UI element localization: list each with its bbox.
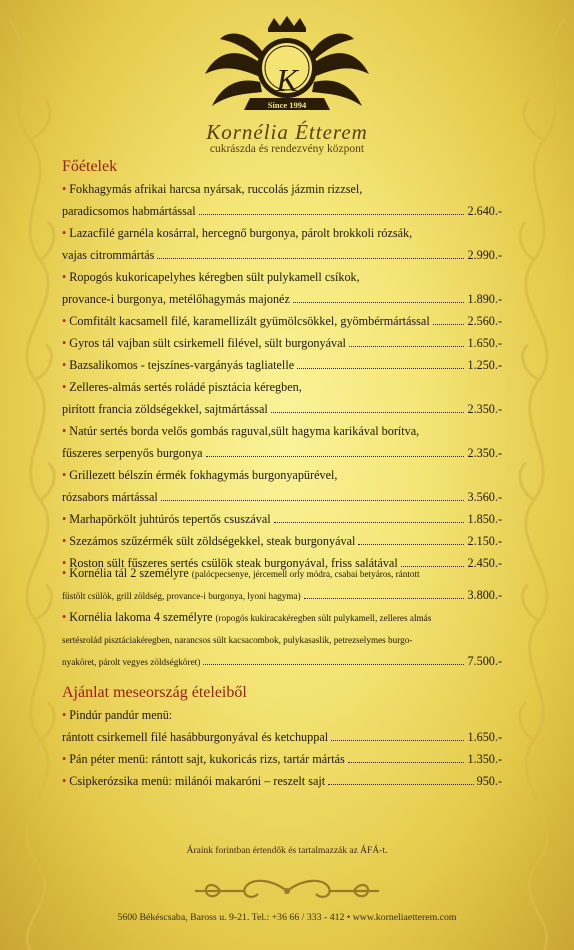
bullet-icon: • [62,358,67,372]
bullet-icon: • [62,774,67,788]
platter-kornelia-tal [62,562,502,606]
bullet-icon: • [62,226,67,240]
bullet-icon: • [62,534,67,548]
ornamental-divider [190,876,384,906]
menu-item-text: rántott csirkemell filé hasábburgonyával és ketchuppal [62,730,329,744]
menu-item [62,376,502,420]
bullet-icon: • [62,556,67,570]
vat-note: Áraink forintban értendők és tartalmazzák az ÁFÁ-t. [186,846,388,856]
menu-item-text: rózsabors mártással [62,490,158,504]
price: 7.500.- [467,654,502,668]
menu-item-text: provance-i burgonya, metélőhagymás majonéz [62,292,290,306]
kids-menu-list [62,704,502,792]
menu-item [62,222,502,266]
menu-item [62,354,502,376]
section-title-kids: Ajánlat meseország ételeiből [62,684,247,701]
bullet-icon: • [62,182,67,196]
bullet-icon: • [62,708,67,722]
price: 2.350.- [467,402,502,416]
menu-item [62,310,502,332]
platter-desc: nyaköret, párolt vegyes zöldségköret) [62,657,201,667]
since-label: Since 1994 [267,100,307,110]
bullet-icon: • [62,468,67,482]
header [0,14,574,155]
main-course-list [62,178,502,574]
price: 2.450.- [467,556,502,570]
monogram: K [276,62,298,98]
bullet-icon: • [62,566,67,580]
menu-item [62,178,502,222]
bullet-icon: • [62,424,67,438]
menu-item-text: Szezámos szűzérmék sült zöldségekkel, steak burgonyával [69,534,356,548]
menu-item-text: Fokhagymás afrikai harcsa nyársak, ruccolás jázmin rizzsel, [69,182,363,196]
menu-item [62,704,502,748]
menu-item-text: Natúr sertés borda velős gombás raguval,sült hagyma karikával borítva, [69,424,420,438]
menu-item-text: Comfitált kacsamell filé, karamellizált gyümölcsökkel, gyömbérmártással [69,314,430,328]
price: 3.800.- [467,588,502,602]
restaurant-name: Kornélia Étterem [206,120,368,144]
price: 2.990.- [467,248,502,262]
menu-item [62,748,502,770]
price: 2.560.- [467,314,502,328]
section-title-main: Főételek [62,158,118,175]
menu-item [62,464,502,508]
restaurant-subtitle: cukrászda és rendezvény központ [209,143,365,155]
bullet-icon: • [62,380,67,394]
menu-item-text: Csipkerózsika menü: milánói makaróni – reszelt sajt [69,774,326,788]
footer-contact: 5600 Békéscsaba, Baross u. 9-21. Tel.: +36 66 / 333 - 412 • www.korneliaetterem.com [117,912,457,923]
bullet-icon: • [62,752,67,766]
menu-item-text: fűszeres serpenyős burgonya [62,446,203,460]
menu-item-text: Marhapörkölt juhtúrós tepertős csuszával [69,512,271,526]
menu-item [62,420,502,464]
price: 3.560.- [467,490,502,504]
menu-item-text: vajas citrommártás [62,248,155,262]
price: 2.350.- [467,446,502,460]
price: 1.650.- [467,336,502,350]
menu-item-text: Roston sült fűszeres sertés csülök steak burgonyával, friss salátával [69,556,398,570]
platter-name: Kornélia lakoma 4 személyre [69,610,213,624]
price: 1.890.- [467,292,502,306]
menu-item-text: Ropogós kukoricapelyhes kéregben sült pulykamell csíkok, [69,270,360,284]
price: 2.150.- [467,534,502,548]
platter-desc: (palócpecsenye, jércemell orly módra, csabai betyáros, rántott [191,569,420,579]
price: 950.- [476,774,502,788]
platter-desc: (ropogós kukiracakéregben sült pulykamell, zelleres almás [215,613,432,623]
bullet-icon: • [62,610,67,624]
menu-item-text: Pán péter menü: rántott sajt, kukoricás rizs, tartár mártás [69,752,345,766]
menu-item-text: Grillezett bélszín érmék fokhagymás burgonyapürével, [69,468,338,482]
price: 1.650.- [467,730,502,744]
platter-name: Kornélia tál 2 személyre [69,566,189,580]
platter-desc: sertésrolád pisztáciakéregben, narancsos sült kacsacombok, pulykasaslik, petrezselymes burgo- [62,635,413,645]
menu-item-text: Gyros tál vajban sült csirkemell filével, sült burgonyával [69,336,346,350]
menu-item-text: Bazsalikomos - tejszínes-vargányás tagliatelle [69,358,295,372]
platter-kornelia-lakoma [62,606,502,672]
bullet-icon: • [62,336,67,350]
menu-item-text: pirított francia zöldségekkel, sajtmártással [62,402,268,416]
menu-item [62,508,502,530]
menu-item-text: paradicsomos habmártással [62,204,196,218]
menu-item-text: Zelleres-almás sertés roládé pisztácia kéregben, [69,380,302,394]
menu-item-text: Pindúr pandúr menü: [69,708,173,722]
bullet-icon: • [62,314,67,328]
price: 1.850.- [467,512,502,526]
bullet-icon: • [62,512,67,526]
bullet-icon: • [62,270,67,284]
menu-item [62,332,502,354]
platter-desc: füstölt csülök, grill zöldség, provance-i burgonya, lyoni hagyma) [62,591,301,601]
menu-item [62,266,502,310]
price: 1.350.- [467,752,502,766]
menu-item [62,770,502,792]
price: 2.640.- [467,204,502,218]
menu-item-text: Lazacfilé garnéla kosárral, hercegnő burgonya, párolt brokkoli rózsák, [69,226,413,240]
menu-item [62,530,502,552]
price: 1.250.- [467,358,502,372]
